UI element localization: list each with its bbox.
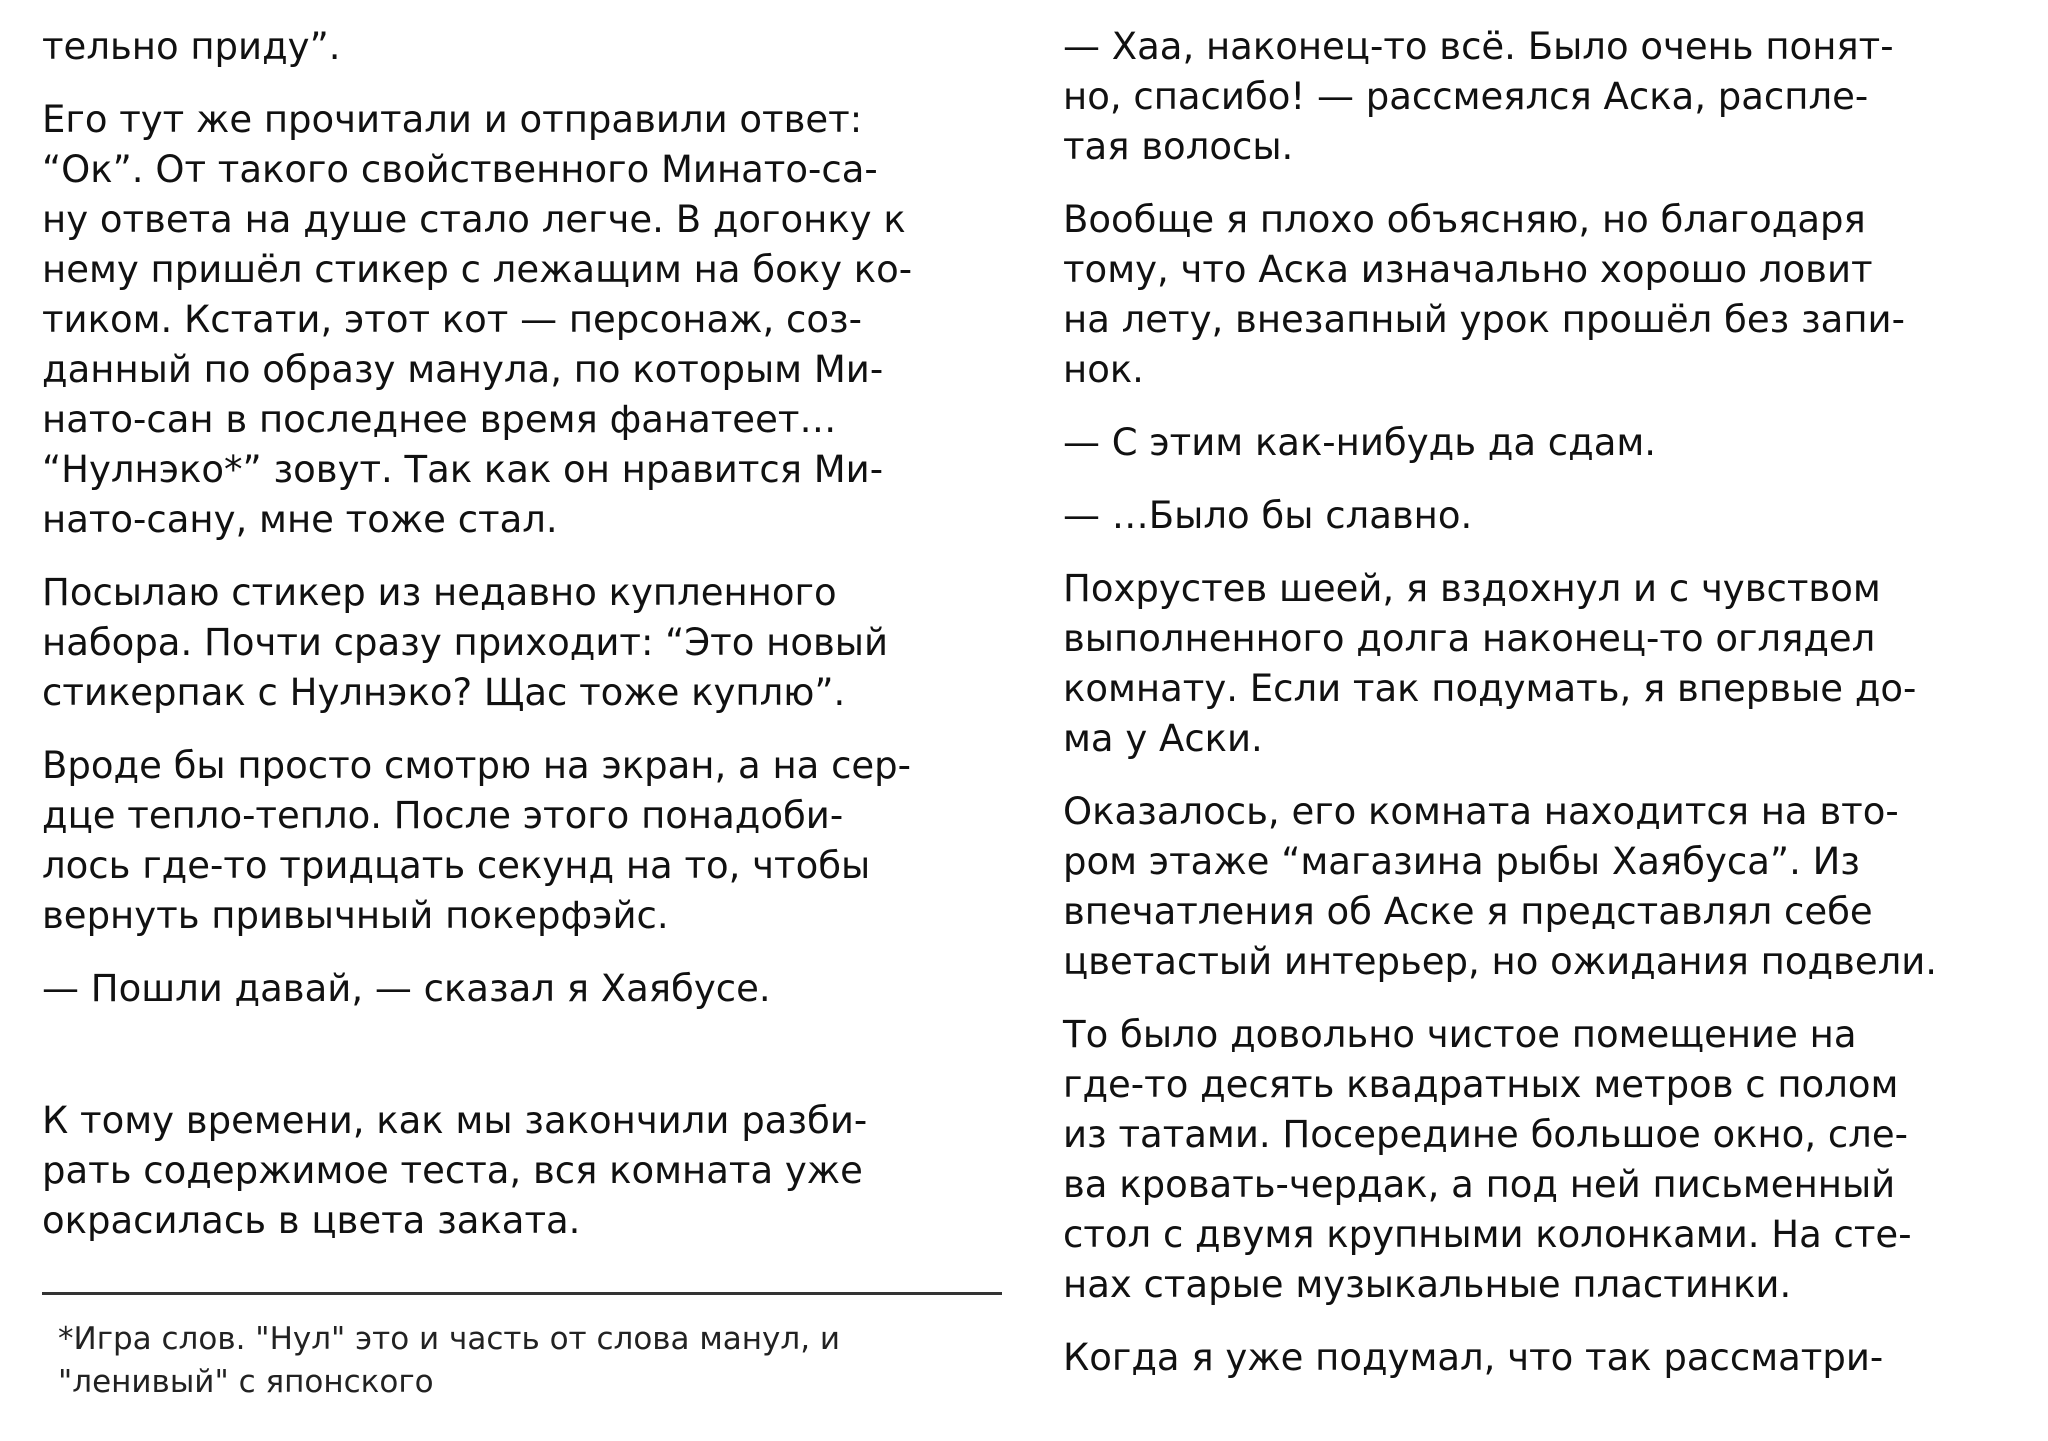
paragraph (1063, 564, 2048, 764)
text-line: нах старые музыкальные пластинки. (1063, 1263, 1792, 1306)
text-line: лось где-то тридцать секунд на то, чтобы (42, 844, 871, 887)
paragraph (1063, 491, 2048, 541)
text-line: — С этим как-нибудь да сдам. (1063, 421, 1657, 464)
text-line: К тому времени, как мы закончили разби- (42, 1099, 868, 1142)
text-line: набора. Почти сразу приходит: “Это новый (42, 621, 889, 664)
text-line: тельно приду”. (42, 25, 341, 68)
footnote-divider (42, 1292, 1002, 1295)
footnote-line: "ленивый" с японского (58, 1364, 434, 1400)
text-line: Вроде бы просто смотрю на экран, а на сер- (42, 744, 912, 787)
text-line: рать содержимое теста, вся комната уже (42, 1149, 863, 1192)
paragraph (42, 741, 1022, 941)
text-line: — Хаа, наконец-то всё. Было очень понят- (1063, 25, 1894, 68)
text-line: окрасилась в цвета заката. (42, 1199, 581, 1242)
paragraph (42, 1096, 1022, 1246)
text-line: — Пошли давай, — сказал я Хаябусе. (42, 967, 771, 1010)
text-line: нок. (1063, 348, 1144, 391)
text-line: вернуть привычный покерфэйс. (42, 894, 669, 937)
text-line: ну ответа на душе стало легче. В догонку к (42, 198, 906, 241)
text-line: на лету, внезапный урок прошёл без запи- (1063, 298, 1905, 341)
paragraph (42, 568, 1022, 718)
text-line: комнату. Если так подумать, я впервые до- (1063, 667, 1917, 710)
text-line: стикерпак с Нулнэко? Щас тоже куплю”. (42, 671, 846, 714)
text-line: цветастый интерьер, но ожидания подвели. (1063, 940, 1938, 983)
text-line: Посылаю стикер из недавно купленного (42, 571, 837, 614)
text-line: впечатления об Аске я представлял себе (1063, 890, 1873, 933)
paragraph (1063, 1333, 2048, 1383)
text-line: “Нулнэко*” зовут. Так как он нравится Ми- (42, 448, 884, 491)
text-line: — …Было бы славно. (1063, 494, 1473, 537)
paragraph (1063, 787, 2048, 987)
text-line: но, спасибо! — рассмеялся Аска, распле- (1063, 75, 1869, 118)
scene-break (42, 1037, 1022, 1096)
text-line: ром этаже “магазина рыбы Хаябуса”. Из (1063, 840, 1860, 883)
text-line: “Ок”. От такого свойственного Минато-са- (42, 148, 878, 191)
paragraph (1063, 22, 2048, 172)
text-line: Оказалось, его комната находится на вто- (1063, 790, 1899, 833)
text-line: Вообще я плохо объясняю, но благодаря (1063, 198, 1866, 241)
text-line: тиком. Кстати, этот кот — персонаж, соз- (42, 298, 862, 341)
paragraph (1063, 195, 2048, 395)
left-column (42, 22, 1022, 1269)
text-line: данный по образу манула, по которым Ми- (42, 348, 884, 391)
paragraph (42, 95, 1022, 545)
text-line: дце тепло-тепло. После этого понадоби- (42, 794, 844, 837)
text-line: стол с двумя крупными колонками. На сте- (1063, 1213, 1912, 1256)
text-line: То было довольно чистое помещение на (1063, 1013, 1857, 1056)
right-column (1063, 22, 2048, 1406)
footnote-line: *Игра слов. "Нул" это и часть от слова манул, и (58, 1321, 841, 1357)
text-line: ва кровать-чердак, а под ней письменный (1063, 1163, 1896, 1206)
text-line: тая волосы. (1063, 125, 1294, 168)
text-line: тому, что Аска изначально хорошо ловит (1063, 248, 1873, 291)
text-line: выполненного долга наконец-то оглядел (1063, 617, 1876, 660)
footnote (58, 1318, 998, 1404)
paragraph (42, 22, 1022, 72)
paragraph (1063, 1010, 2048, 1310)
text-line: ма у Аски. (1063, 717, 1263, 760)
text-line: нему пришёл стикер с лежащим на боку ко- (42, 248, 913, 291)
text-line: нато-сан в последнее время фанатеет… (42, 398, 837, 441)
text-line: Его тут же прочитали и отправили ответ: (42, 98, 863, 141)
text-line: нато-сану, мне тоже стал. (42, 498, 558, 541)
paragraph (1063, 418, 2048, 468)
paragraph (42, 964, 1022, 1014)
text-line: Когда я уже подумал, что так рассматри- (1063, 1336, 1884, 1379)
text-line: из татами. Посередине большое окно, сле- (1063, 1113, 1908, 1156)
text-line: где-то десять квадратных метров с полом (1063, 1063, 1899, 1106)
text-line: Похрустев шеей, я вздохнул и с чувством (1063, 567, 1881, 610)
